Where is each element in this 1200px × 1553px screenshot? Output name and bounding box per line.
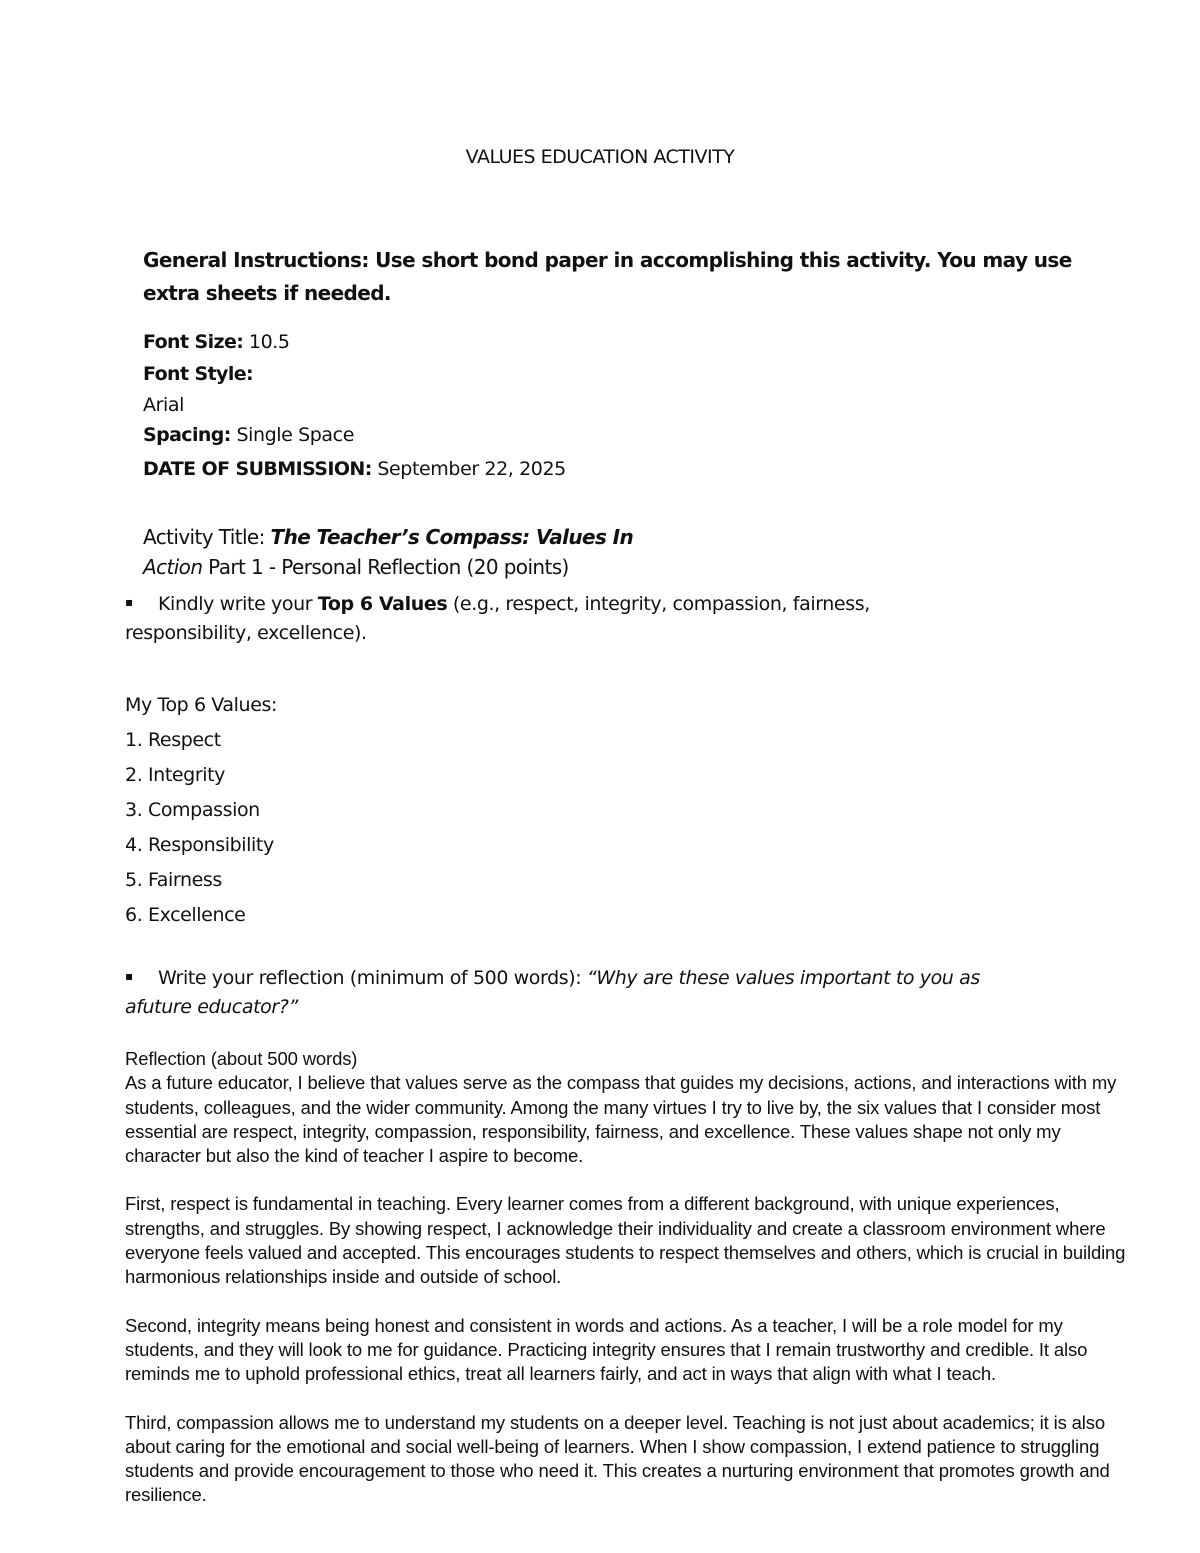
- list-item: 5. Fairness: [125, 869, 222, 891]
- list-item: 3. Compassion: [125, 799, 260, 821]
- top-values-emphasis: Top 6 Values: [317, 593, 448, 615]
- reflection-paragraph: As a future educator, I believe that values serve as the compass that guides my decisions, actions, and interactions with my students, colleagues, and the wider community. Among the many virtues I try to live by, the six values that I consider most essential are respect, integrity, compassion, responsibility, fairness, and excellence. These values shape not only my character but also the kind of teacher I aspire to become.: [125, 1072, 1117, 1167]
- font-size-value: 10.5: [248, 331, 290, 353]
- bullet-reflection-prompt: ▪ Write your reflection (minimum of 500 words): “Why are these values important to you as afuture educator?”: [125, 964, 980, 1021]
- font-style-label: Font Style:: [143, 363, 254, 385]
- spacing-label: Spacing:: [143, 424, 231, 446]
- bullet-top-values-line-2: responsibility, excellence).: [125, 621, 367, 644]
- reflection-heading: Reflection (about 500 words): [125, 1048, 358, 1069]
- spacing-line: [143, 420, 354, 451]
- reflection-question: “Why are these values important to you as: [586, 967, 980, 989]
- submission-date-value: September 22, 2025: [377, 458, 566, 480]
- activity-part-label: Part 1 - Personal Reflection (20 points): [208, 555, 569, 579]
- reflection-paragraph: Second, integrity means being honest and consistent in words and actions. As a teacher, I will be a role model for my students, and they will look to me for guidance. Practicing integrity ensures that I remain trustworthy and credible. It also reminds me to uphold professional ethics, treat all learners fairly, and act in ways that align with what I teach.: [125, 1314, 1088, 1385]
- bullet-icon: ▪: [125, 594, 133, 609]
- spacing-value: Single Space: [236, 424, 355, 446]
- instructions-line-1: General Instructions: Use short bond paper in accomplishing this activity. You may use: [143, 248, 1072, 272]
- reflection-body: [125, 1047, 1135, 1532]
- top-values-list: [125, 688, 277, 933]
- instructions-line-2: extra sheets if needed.: [143, 281, 391, 305]
- activity-title-label: Activity Title:: [143, 525, 265, 549]
- top-values-heading: My Top 6 Values:: [125, 694, 277, 716]
- submission-date-label: DATE OF SUBMISSION:: [143, 458, 372, 480]
- bullet-icon: ▪: [125, 968, 133, 983]
- activity-title-text: The Teacher’s Compass: Values In: [270, 525, 634, 549]
- font-style-line: [143, 359, 253, 390]
- reflection-question-cont: afuture educator?”: [125, 995, 298, 1018]
- list-item: 4. Responsibility: [125, 834, 274, 856]
- submission-date-line: [143, 454, 566, 485]
- activity-title-block: [143, 522, 633, 582]
- reflection-paragraph: Third, compassion allows me to understand my students on a deeper level. Teaching is not just about academics; it is also about caring for the emotional and social well-being of learners. When I show compassion, I extend patience to struggling students and provide encouragement to those who need it. This creates a nurturing environment that promotes growth and resilience.: [125, 1411, 1110, 1506]
- list-item: 6. Excellence: [125, 904, 246, 926]
- font-size-label: Font Size:: [143, 331, 244, 353]
- reflection-paragraph: First, respect is fundamental in teaching. Every learner comes from a different background, with unique experiences, strengths, and struggles. By showing respect, I acknowledge their individuality and create a classroom environment where everyone feels valued and accepted. This encourages students to respect themselves and others, which is crucial in building harmonious relationships inside and outside of school.: [125, 1193, 1126, 1288]
- activity-title-line-1: [143, 522, 633, 552]
- font-size-line: [143, 327, 290, 358]
- activity-title-line-2: [143, 552, 633, 582]
- activity-title-text-cont: Action: [143, 555, 203, 579]
- font-style-value: Arial: [143, 394, 185, 416]
- bullet-top-values: ▪ Kindly write your Top 6 Values (e.g., respect, integrity, compassion, fairness, responsibility, excellence).: [125, 590, 870, 647]
- document-title: VALUES EDUCATION ACTIVITY: [465, 146, 735, 168]
- list-item: 2. Integrity: [125, 764, 225, 786]
- list-item: 1. Respect: [125, 729, 221, 751]
- general-instructions: [143, 244, 1072, 310]
